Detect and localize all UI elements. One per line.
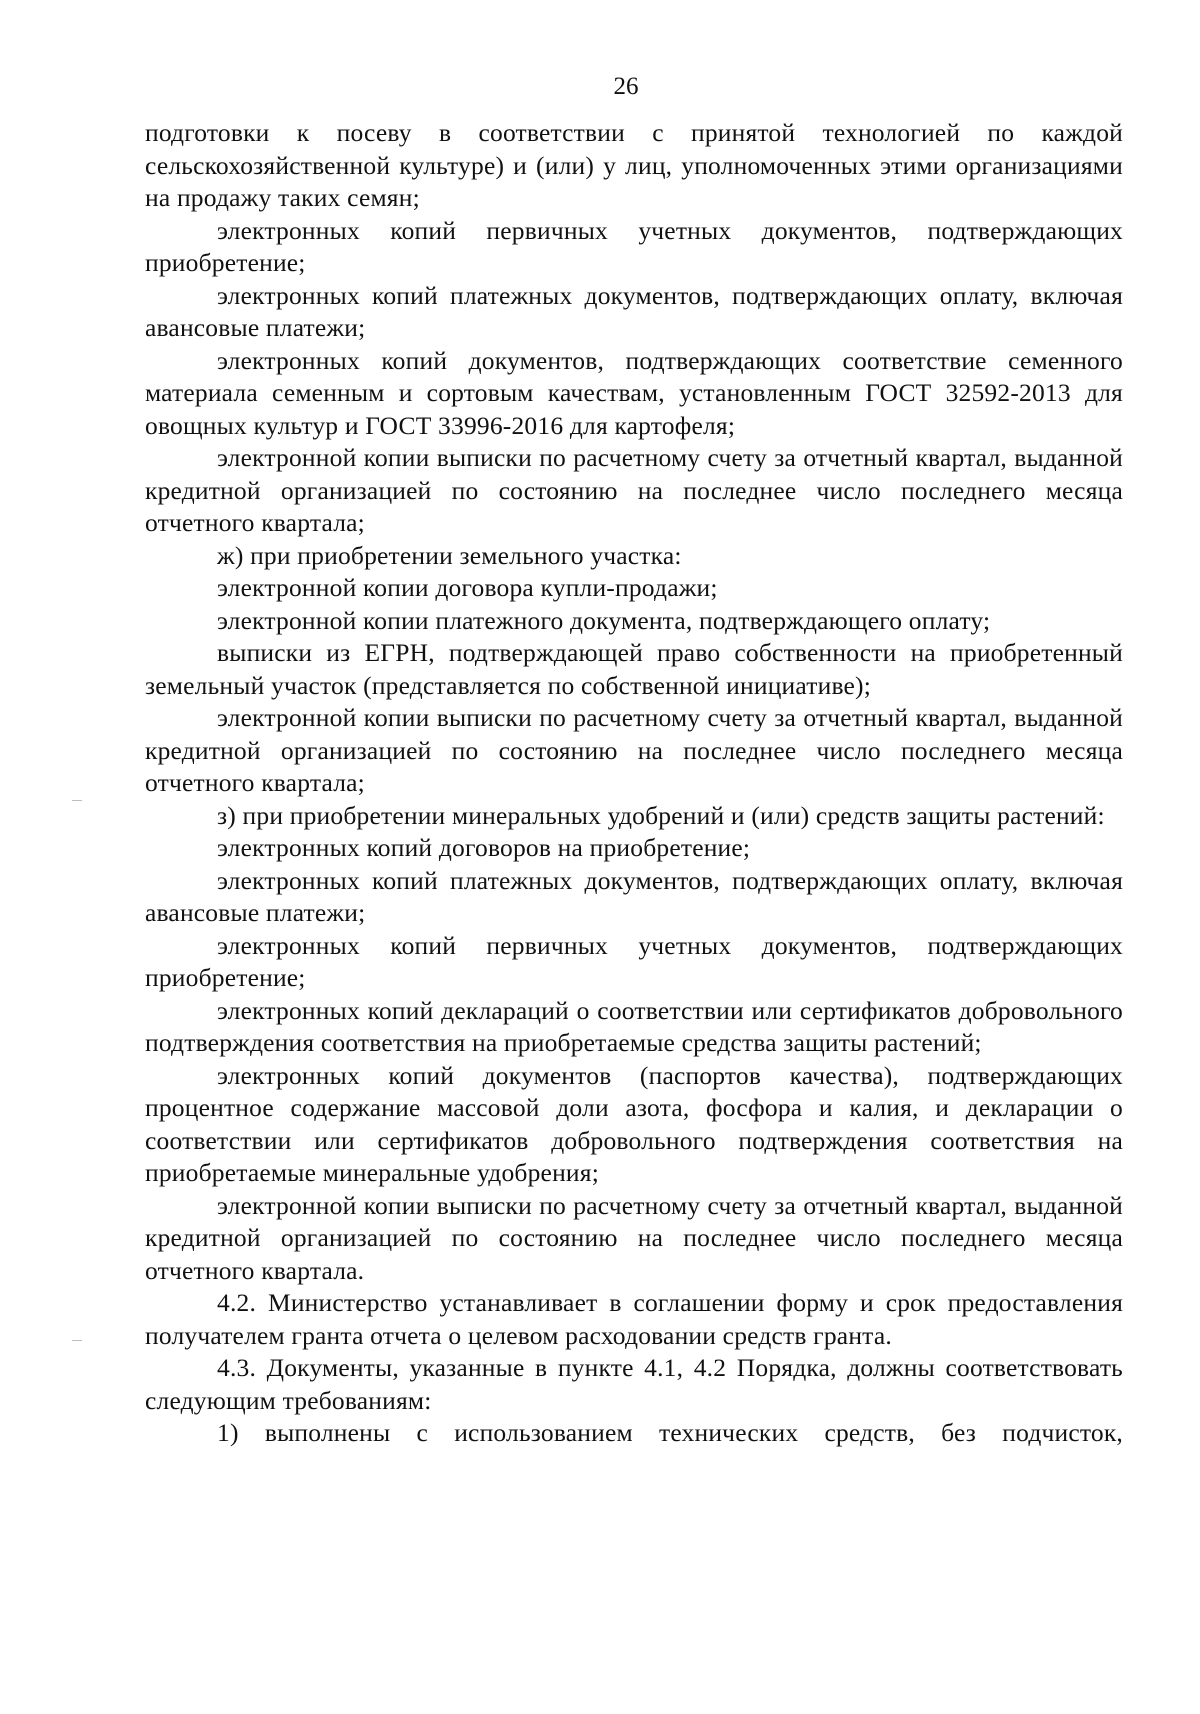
paragraph-6: ж) при приобретении земельного участка: xyxy=(217,540,682,570)
paragraph-10: электронной копии выписки по расчетному счету за отчетный квартал, выданной кредитной организацией по состоянию на последнее число последнего месяца отчетного квартала; xyxy=(145,703,1123,797)
paragraph-1: подготовки к посеву в соответствии с принятой технологией по каждой сельскохозяйственной культуре) и (или) у лиц, уполномоченных этими организациями на продажу таких семян; xyxy=(145,118,1123,212)
paragraph-2: электронных копий первичных учетных документов, подтверждающих приобретение; xyxy=(145,215,1123,277)
paragraph-19: 4.3. Документы, указанные в пункте 4.1, 4.2 Порядка, должны соответствовать следующим требованиям: xyxy=(145,1353,1123,1415)
paragraph-3: электронных копий платежных документов, подтверждающих оплату, включая авансовые платежи; xyxy=(145,280,1123,342)
document-body xyxy=(145,117,1123,1450)
paragraph-7: электронной копии договора купли-продажи; xyxy=(217,573,718,602)
paragraph-12: электронных копий договоров на приобретение; xyxy=(217,833,751,862)
paragraph-8: электронной копии платежного документа, подтверждающего оплату; xyxy=(217,605,991,635)
paragraph-13: электронных копий платежных документов, подтверждающих оплату, включая авансовые платежи; xyxy=(145,865,1123,927)
scan-artifact xyxy=(72,800,82,801)
paragraph-15: электронных копий деклараций о соответствии или сертификатов добровольного подтверждения соответствия на приобретаемые средства защиты растений; xyxy=(145,995,1123,1057)
paragraph-14: электронных копий первичных учетных документов, подтверждающих приобретение; xyxy=(145,930,1123,992)
paragraph-9: выписки из ЕГРН, подтверждающей право собственности на приобретенный земельный участок (представляется по собственной инициативе); xyxy=(145,638,1123,700)
paragraph-18: 4.2. Министерство устанавливает в соглашении форму и срок предоставления получателем гранта отчета о целевом расходовании средств гранта. xyxy=(145,1288,1123,1350)
page-number: 26 xyxy=(613,73,639,100)
paragraph-5: электронной копии выписки по расчетному счету за отчетный квартал, выданной кредитной организацией по состоянию на последнее число последнего месяца отчетного квартала; xyxy=(145,443,1123,537)
paragraph-20: 1) выполнены с использованием технических средств, без подчисток, xyxy=(217,1418,1123,1447)
scan-artifact xyxy=(72,1340,82,1341)
paragraph-4: электронных копий документов, подтверждающих соответствие семенного материала семенным и сортовым качествам, установленным ГОСТ 32592-2013 для овощных культур и ГОСТ 33996-2016 для картофеля; xyxy=(145,345,1123,440)
paragraph-17: электронной копии выписки по расчетному счету за отчетный квартал, выданной кредитной организацией по состоянию на последнее число последнего месяца отчетного квартала. xyxy=(145,1190,1123,1285)
paragraph-16: электронных копий документов (паспортов качества), подтверждающих процентное содержание массовой доли азота, фосфора и калия, и декларации о соответствии или сертификатов добровольного подтверждения соответствия на приобретаемые минеральные удобрения; xyxy=(145,1060,1123,1187)
paragraph-11: з) при приобретении минеральных удобрений и (или) средств защиты растений: xyxy=(217,800,1105,830)
